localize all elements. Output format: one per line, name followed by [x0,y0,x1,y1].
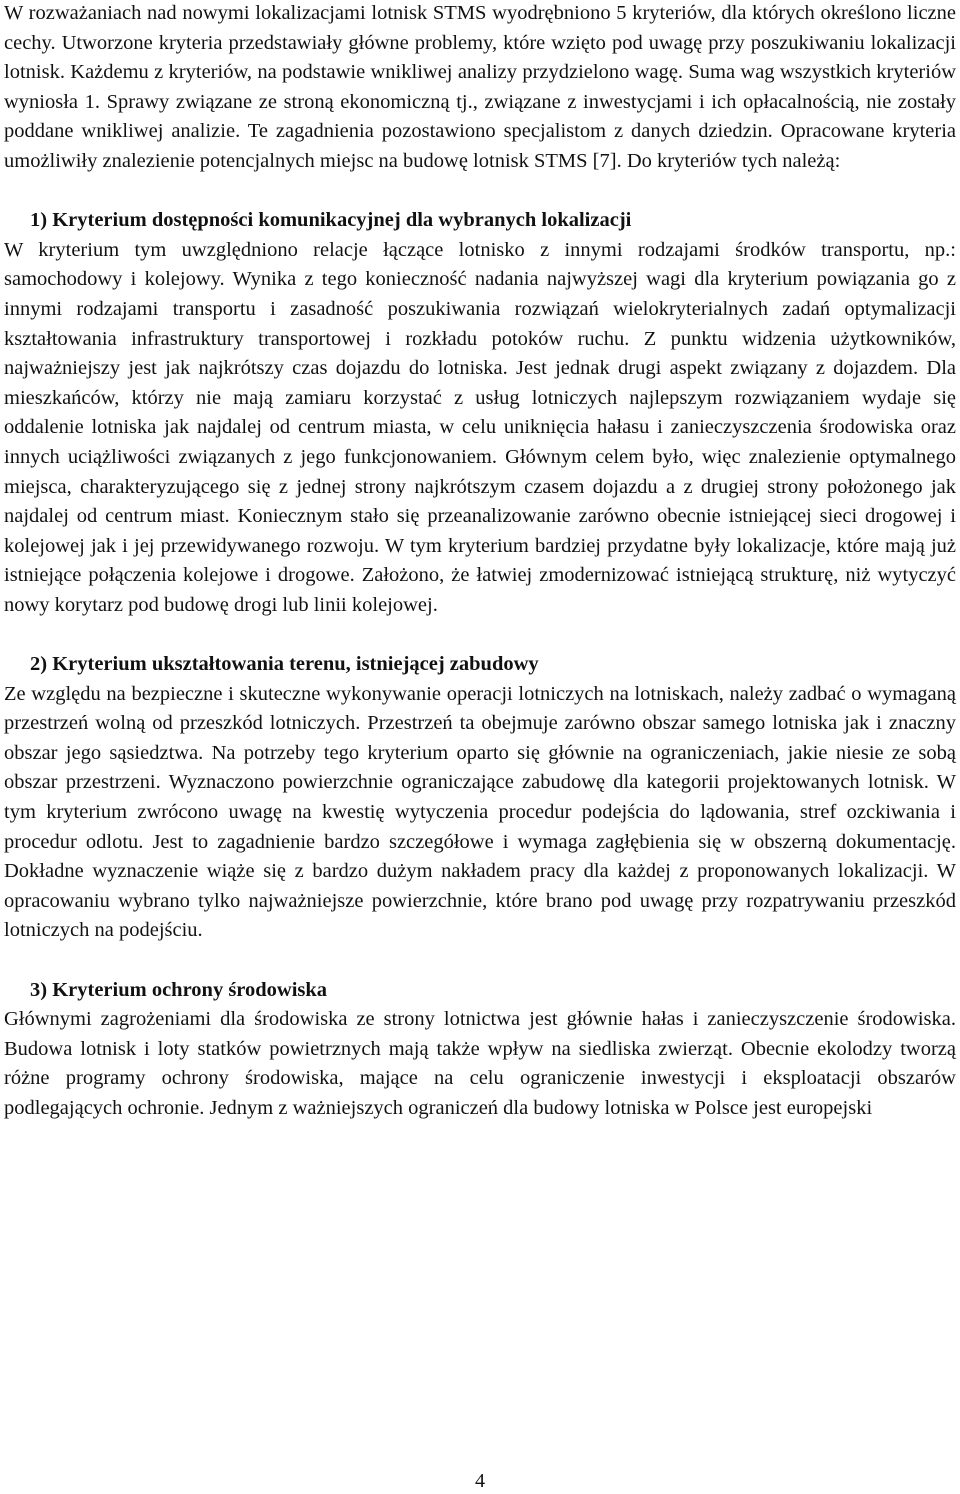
section-2-heading [4,650,956,680]
intro-paragraph: W rozważaniach nad nowymi lokalizacjami lotnisk STMS wyodrębniono 5 kryteriów, dla których określono liczne cechy. Utworzone kryteria przedstawiały główne problemy, które wzięto pod uwagę przy poszukiwaniu lokalizacji lotnisk. Każdemu z kryteriów, na podstawie wnikliwej analizy przydzielono wagę. Suma wag wszystkich kryteriów wyniosła 1. Sprawy związane ze stroną ekonomiczną tj., związane z inwestycjami i ich opłacalnością, nie zostały poddane wnikliwej analizie. Te zagadnienia pozostawiono specjalistom z danych dziedzin. Opracowane kryteria umożliwiły znalezienie potencjalnych miejsc na budowę lotnisk STMS [7]. Do kryteriów tych należą: [4,2,956,172]
section-2-body: Ze względu na bezpieczne i skuteczne wykonywanie operacji lotniczych na lotniskach, należy zadbać o wymaganą przestrzeń wolną od przeszkód lotniczych. Przestrzeń ta obejmuje zarówno obszar samego lotniska jak i znaczny obszar jego sąsiedztwa. Na potrzeby tego kryterium oparto się głównie na ograniczeniach, jakie niesie ze sobą obszar przestrzeni. Wyznaczono powierzchnie ograniczające zabudowę dla kategorii projektowanych lotnisk. W tym kryterium zwrócono uwagę na kwestię wytyczenia procedur podejścia do lądowania, stref ozckiwania i procedur odlotu. Jest to zagadnienie bardzo szczegółowe i wymaga zagłębienia się w obszerną dokumentację. Dokładne wyznaczenie wiąże się z bardzo dużym nakładem pracy dla każdej z proponowanych lokalizacji. W opracowaniu wybrano tylko najważniejsze powierzchnie, które brano pod uwagę przy rozpatrywaniu przeszkód lotniczych na podejściu. [4,682,956,942]
section-3-body: Głównymi zagrożeniami dla środowiska ze strony lotnictwa jest głównie hałas i zanieczyszczenie środowiska. Budowa lotnisk i loty statków powietrznych mają także wpływ na siedliska zwierząt. Obecnie ekolodzy tworzą różne programy ochrony środowiska, mające na celu ograniczenie inwestycji i eksploatacji obszarów podlegających ochronie. Jednym z ważniejszych ograniczeń dla budowy lotniska w Polsce jest europejski [4,1008,956,1119]
section-3-number: 3) [30,978,48,1001]
section-3 [4,976,956,1124]
section-1 [4,206,956,620]
section-1-heading [4,206,956,236]
section-2-number: 2) [30,653,48,676]
section-1-number: 1) [30,209,48,232]
section-3-title: Kryterium ochrony środowiska [52,978,328,1001]
section-3-heading [4,976,956,1006]
section-1-title: Kryterium dostępności komunikacyjnej dla wybranych lokalizacji [52,209,632,232]
section-2-title: Kryterium ukształtowania terenu, istniejącej zabudowy [52,653,539,676]
page-number: 4 [475,1470,485,1492]
document-page [4,0,956,1124]
section-2 [4,650,956,946]
section-1-body: W kryterium tym uwzględniono relacje łączące lotnisko z innymi rodzajami środków transportu, np.: samochodowy i kolejowy. Wynika z tego konieczność nadania najwyższej wagi dla kryterium powiązania go z innymi rodzajami transportu i zasadność poszukiwania rozwiązań wielokryterialnych zadań optymalizacji kształtowania infrastruktury transportowej i rozkładu potoków ruchu. Z punktu widzenia użytkowników, najważniejszy jest jak najkrótszy czas dojazdu do lotniska. Jest jednak drugi aspekt związany z dojazdem. Dla mieszkańców, którzy nie mają zamiaru korzystać z usług lotniczych najlepszym rozwiązaniem wydaje się oddalenie lotniska jak najdalej od centrum miasta, w celu uniknięcia hałasu i zanieczyszczenia środowiska oraz innych uciążliwości związanych z jego funkcjonowaniem. Głównym celem było, więc znalezienie optymalnego miejsca, charakteryzującego się z jednej strony najkrótszym czasem dojazdu a z drugiej strony położonego jak najdalej od centrum miast. Koniecznym stało się przeanalizowanie zarówno obecnie istniejącej sieci drogowej i kolejowej jak i jej przewidywanego rozwoju. W tym kryterium bardziej przydatne były lokalizacje, które mają już istniejące połączenia kolejowe i drogowe. Założono, że łatwiej zmodernizować istniejącą strukturę, niż wytyczyć nowy korytarz pod budowę drogi lub linii kolejowej. [4,238,956,616]
